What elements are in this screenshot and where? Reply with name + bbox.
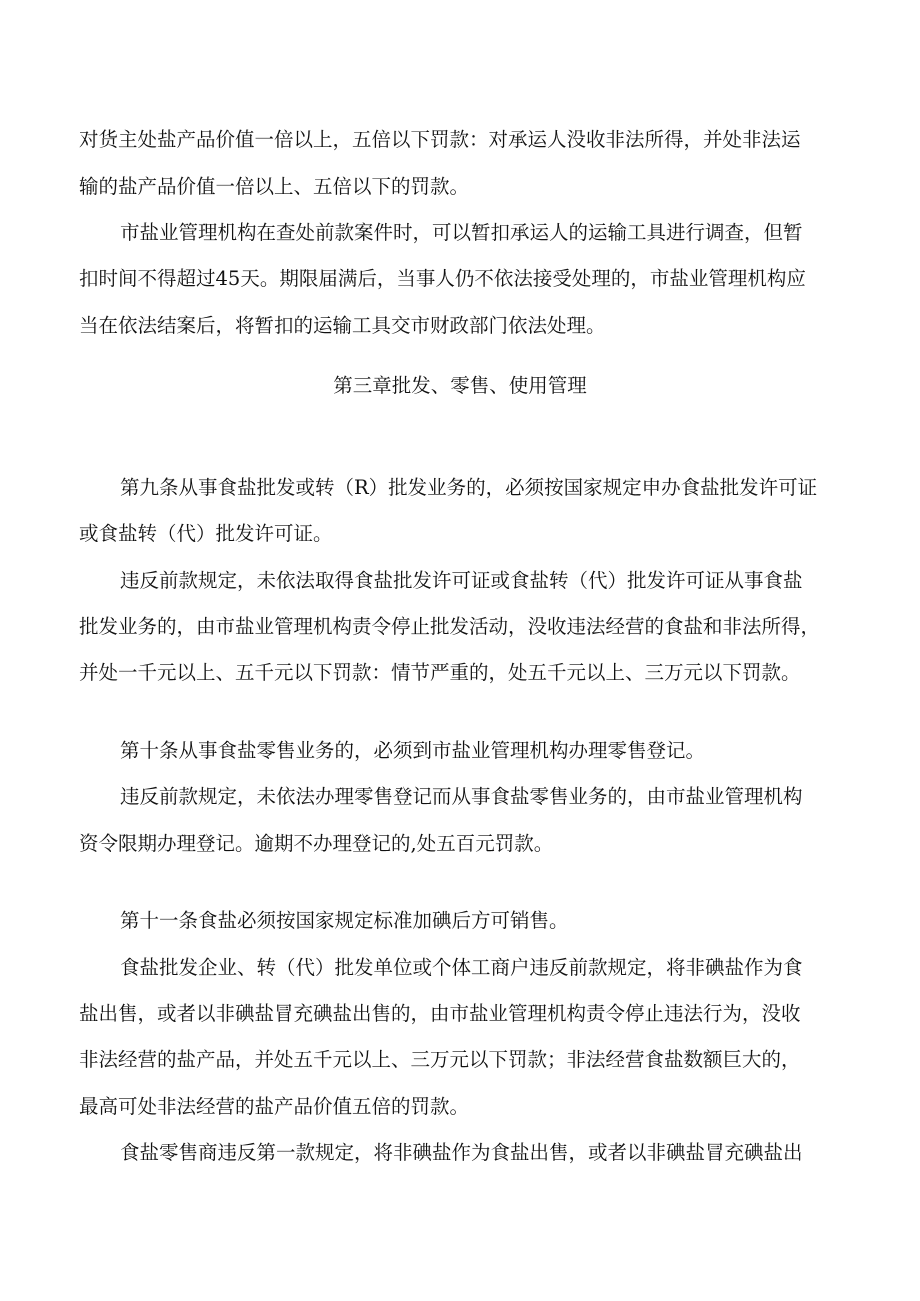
paragraph-line: 食盐零售商违反第一款规定，将非碘盐作为食盐出售，或者以非碘盐冒充碘盐出: [120, 1141, 803, 1164]
paragraph-line: 扣时间不得超过45天。期限届满后，当事人仍不依法接受处理的，市盐业管理机构应: [79, 267, 806, 290]
paragraph-line: 批发业务的，由市盐业管理机构责令停止批发活动，没收违法经营的食盐和非法所得，: [79, 615, 821, 638]
paragraph-line: 非法经营的盐产品，并处五千元以上、三万元以下罚款；非法经营食盐数额巨大的，: [79, 1048, 801, 1071]
paragraph-line: 第十条从事食盐零售业务的，必须到市盐业管理机构办理零售登记。: [120, 739, 706, 762]
paragraph-line: 违反前款规定，未依法取得食盐批发许可证或食盐转（代）批发许可证从事食盐: [120, 569, 803, 592]
paragraph-line: 或食盐转（代）批发许可证。: [79, 522, 333, 545]
paragraph-line: 并处一千元以上、五千元以下罚款：情节严重的，处五千元以上、三万元以下罚款。: [79, 661, 801, 684]
paragraph-line: 食盐批发企业、转（代）批发单位或个体工商户违反前款规定，将非碘盐作为食: [120, 956, 803, 979]
paragraph-line: 第九条从事食盐批发或转（R）批发业务的，必须按国家规定申办食盐批发许可证: [120, 476, 818, 499]
paragraph-line: 盐出售，或者以非碘盐冒充碘盐出售的，由市盐业管理机构责令停止违法行为，没收: [79, 1002, 801, 1025]
paragraph-line: 违反前款规定，未依法办理零售登记而从事食盐零售业务的，由市盐业管理机构: [120, 785, 803, 808]
paragraph-line: 资令限期办理登记。逾期不办理登记的,处五百元罚款。: [79, 832, 554, 855]
chapter-heading: 第三章批发、零售、使用管理: [333, 374, 587, 397]
paragraph-line: 当在依法结案后，将暂扣的运输工具交市财政部门依法处理。: [79, 314, 606, 337]
paragraph-line: 第十一条食盐必须按国家规定标准加碘后方可销售。: [120, 909, 569, 932]
paragraph-line: 输的盐产品价值一倍以上、五倍以下的罚款。: [79, 175, 470, 198]
paragraph-line: 市盐业管理机构在查处前款案件时，可以暂扣承运人的运输工具进行调查，但暂: [120, 221, 803, 244]
paragraph-line: 对货主处盐产品价值一倍以上，五倍以下罚款：对承运人没收非法所得，并处非法运: [79, 128, 801, 151]
paragraph-line: 最高可处非法经营的盐产品价值五倍的罚款。: [79, 1095, 470, 1118]
